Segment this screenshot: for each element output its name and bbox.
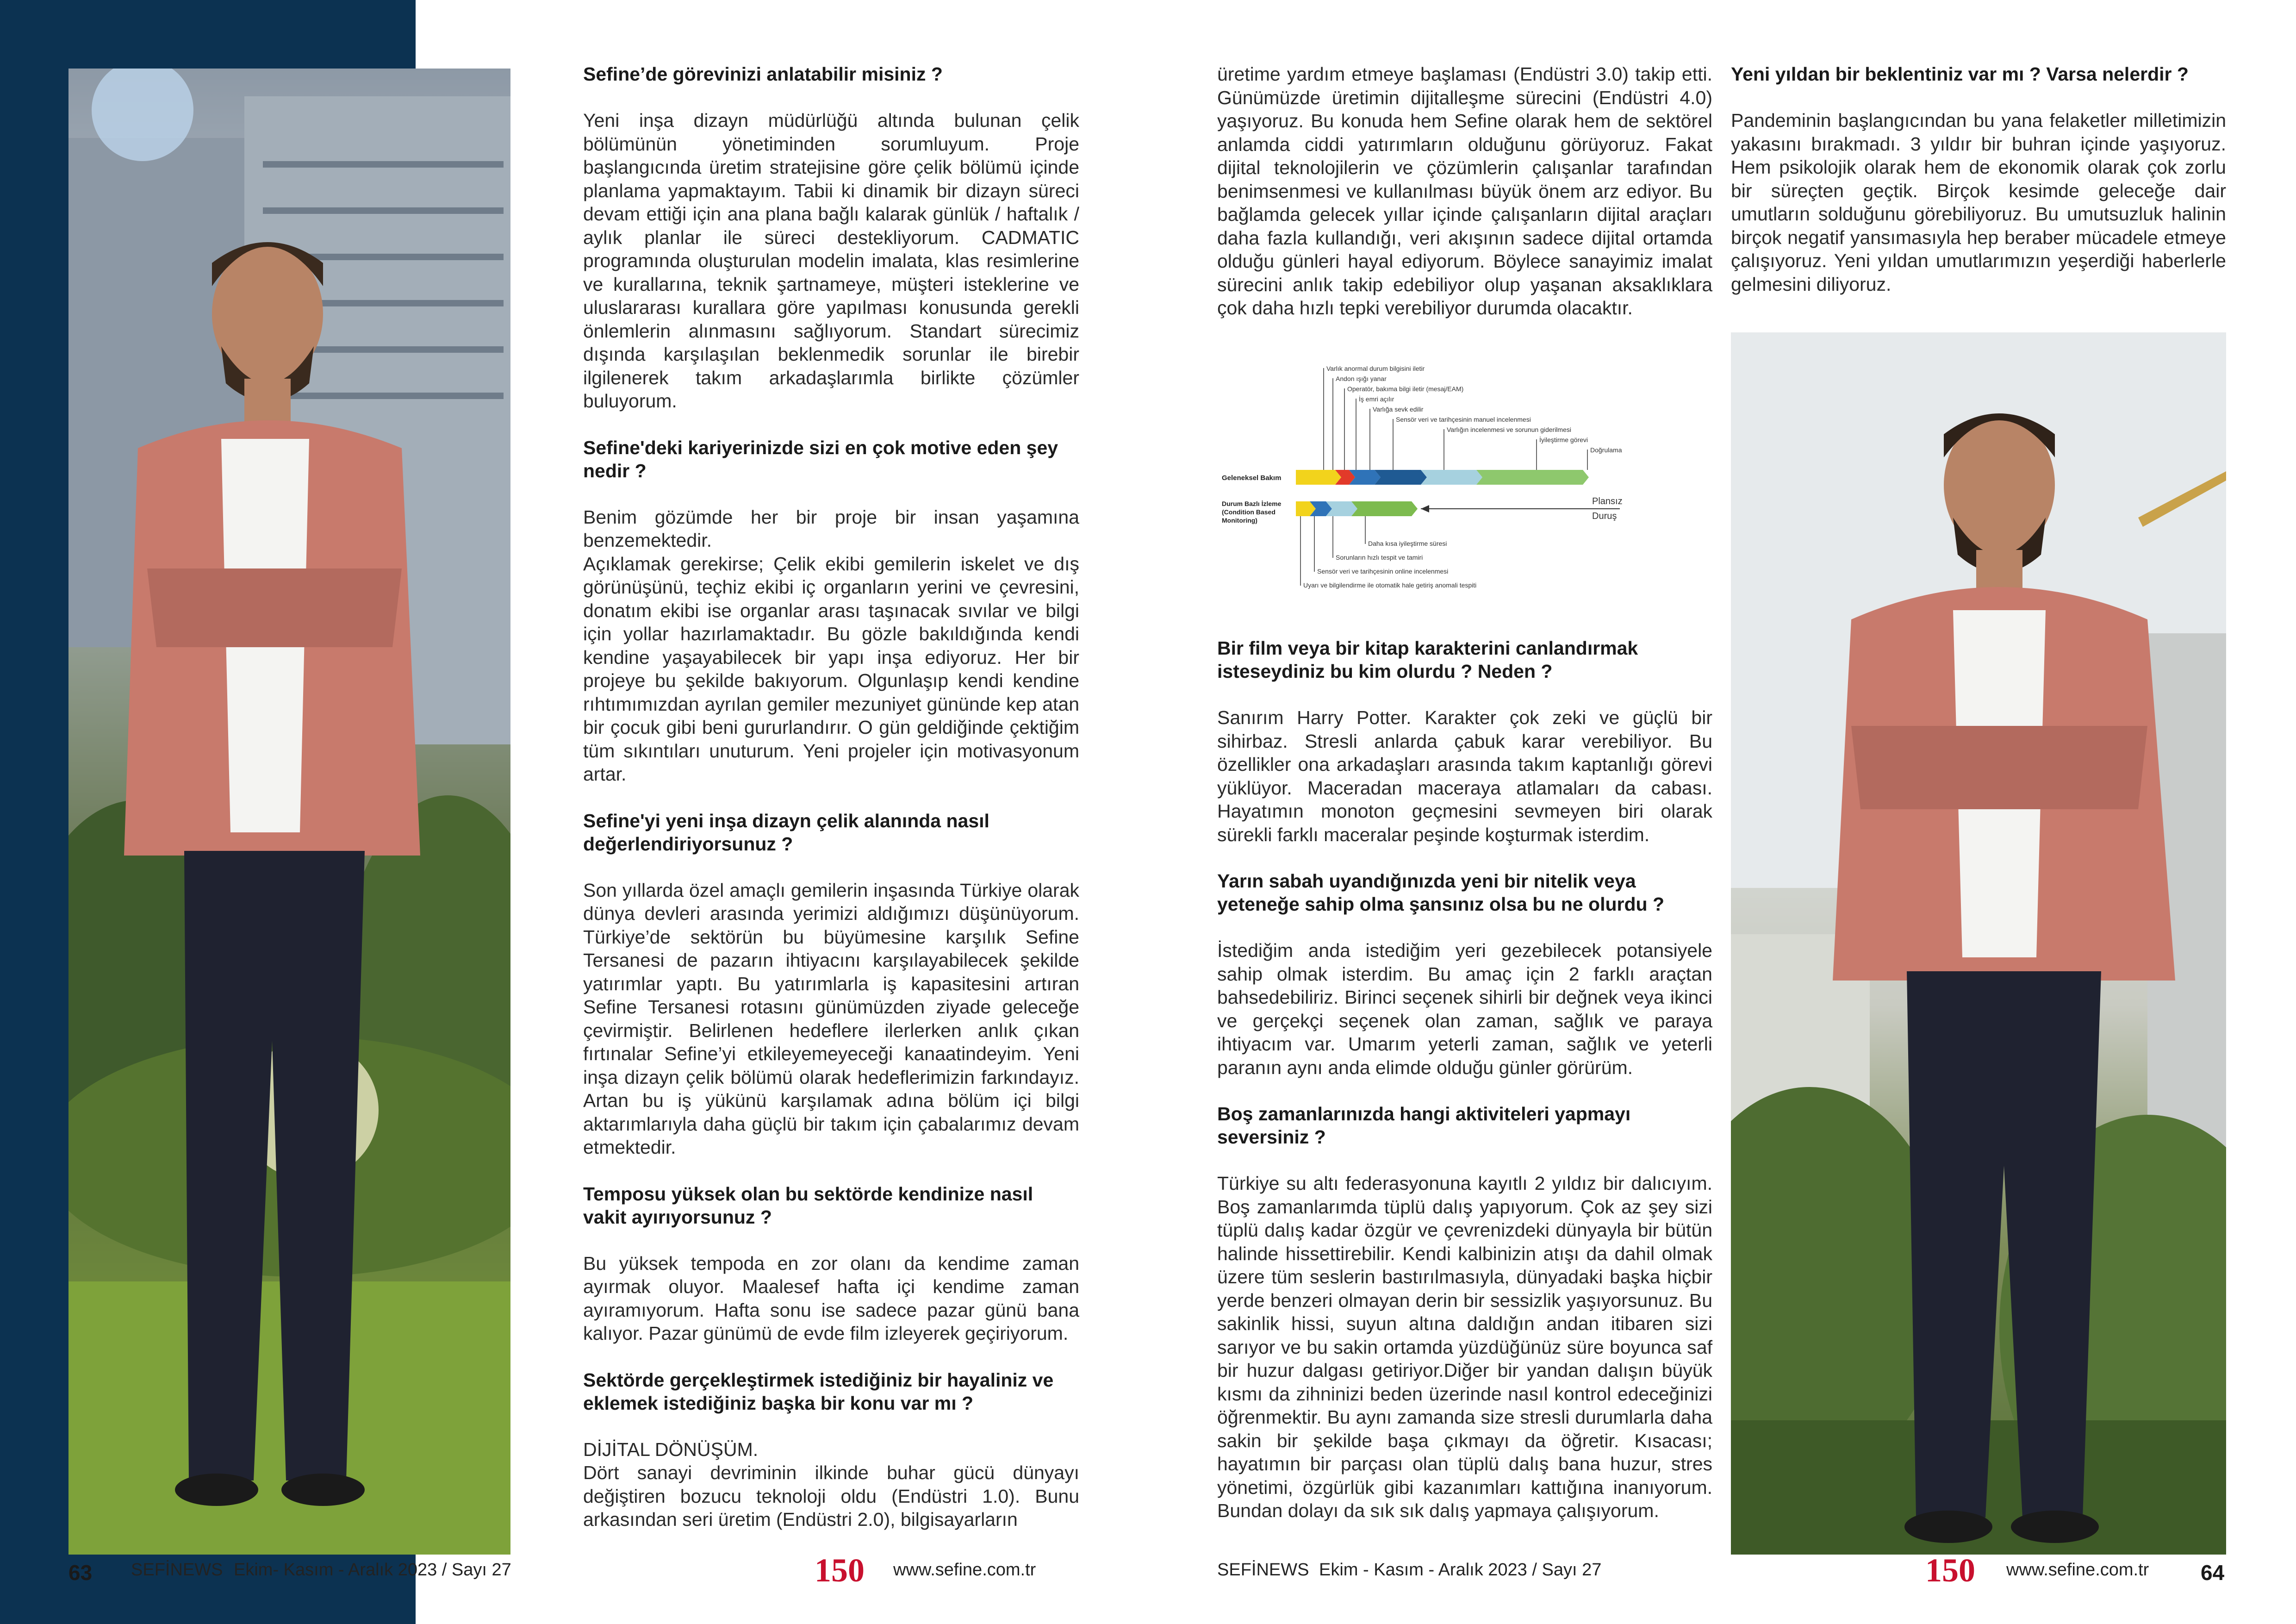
logo-150-left: [815, 1552, 889, 1591]
page-number-right: 64: [2201, 1561, 2225, 1585]
question-1: Sefine’de görevinizi anlatabilir misiniz ?: [583, 63, 943, 85]
answer-1: Yeni inşa dizayn müdürlüğü altında bulunan çelik bölümünün yönetiminden sorumluyum. Proje başlangıcında üretim stratejisine göre çelik bölümü içinde planlama yapmaktayım. Tabii ki dinamik bir dizayn süreci devam ettiği için ana plana bağlı kalarak günlük / haftalık / aylık planlar ile süreci destekliyorum. CADMATIC programında oluşturulan modelin imalata, klas resimlerine ve kurallarına, teknik şartnameye, müşteri isteklerine ve uluslararası kurallara göre yapılması konusunda gerekli önlemlerin alınmasını sağlıyorum. Standart sürecimiz dışında karşılaşılan beklenmedik sorunlar ile birebir ilgilenerek takım arkadaşlarımla birlikte çözümler buluyorum.: [583, 110, 1079, 412]
answer-2b: Açıklamak gerekirse; Çelik ekibi gemilerin iskelet ve dış görünüşünü, teçhiz ekibi iç organların yerini ve çevresini, donatım ekibi ise organlar arası taşınacak sıvılar ve bilgi için yollar hazırlamaktadır. Bu gözle bakıldığında kendi kendine yaşayabilecek bir yapı inşa ediyoruz. Her bir projeye bu şekilde bakıyorum. Olgunlaşıp kendi kendine rıhtımımızdan ayrılan gemiler mezuniyet gününde kep atan bir çocuk gibi beni gururlandırır. O gün geldiğinde çektiğim tüm sıkıntıları unuturum. Yeni projeler için motivasyonum artar.: [583, 553, 1079, 785]
question-3: Sefine'yi yeni inşa dizayn çelik alanında nasıl değerlendiriyorsunuz ?: [583, 810, 989, 855]
logo-150-text-left: 150: [815, 1552, 865, 1589]
question-5: Sektörde gerçekleştirmek istediğiniz bir hayaliniz ve eklemek istediğiniz başka bir konu var mı ?: [583, 1369, 1054, 1414]
text-column-3: [1731, 62, 2226, 319]
footer-magazine-left: SEFİNEWS: [131, 1560, 223, 1580]
row2-label-1: Durum Bazlı İzleme: [1222, 500, 1282, 507]
diagram-bottom-label-4: Uyarı ve bilgilendirme ile otomatik hale getiriş anomali tespiti: [1303, 581, 1477, 589]
condition-based-monitoring-bar: [1296, 501, 1418, 516]
answer-5a: DİJİTAL DÖNÜŞÜM.: [583, 1438, 759, 1460]
traditional-maintenance-bar: [1296, 470, 1589, 485]
diagram-label-7: Varlığın incelenmesi ve sorunun giderilmesi: [1447, 426, 1571, 433]
question-8: Boş zamanlarınızda hangi aktiviteleri yapmayı seversiniz ?: [1217, 1103, 1631, 1148]
photo-illustration-right: [1731, 332, 2226, 1555]
diagram-bottom-label-2: Sorunların hızlı tespit ve tamiri: [1336, 554, 1423, 561]
arrow-label-bottom: Duruş: [1592, 511, 1617, 521]
question-4: Temposu yüksek olan bu sektörde kendinize nasıl vakit ayırıyorsunuz ?: [583, 1183, 1033, 1228]
arrow-label-top: Plansız: [1592, 496, 1623, 506]
diagram-svg: [1217, 359, 1712, 600]
row2-label-2: (Condition Based: [1222, 508, 1276, 516]
diagram-label-1: Varlık anormal durum bilgisini iletir: [1326, 365, 1425, 372]
answer-7: İstediğim anda istediğim yeri gezebilecek potansiyele sahip olmak isterdim. Bu amaç için 2 farklı araçtan bahsedebiliriz. Birinci seçenek sihirli bir değnek veya ikinci ve gerçekçi seçenek olan zaman, sağlık ve paraya ihtiyacım var. Umarım yeterli zaman, sağlık ve yeterli paranın aynı anda elimde olduğu günler görürüm.: [1217, 940, 1712, 1078]
portrait-photo-right: [1731, 332, 2226, 1555]
text-column-2-lower: [1217, 637, 1712, 1546]
diagram-label-5: Varlığa sevk edilir: [1373, 406, 1424, 413]
question-2: Sefine'deki kariyerinizde sizi en çok motive eden şey nedir ?: [583, 437, 1058, 481]
diagram-label-4: İş emri açılır: [1359, 395, 1394, 403]
answer-6: Sanırım Harry Potter. Karakter çok zeki ve güçlü bir sihirbaz. Stresli anlarda çabuk karar verebiliyor. Bu özellikler ona arkadaşları arasında takım kaptanlığı görevi yüklüyor. Maceradan maceraya atlamaları da cabası. Hayatımın monoton geçmesini sevmeyen biri olarak sürekli farklı maceralar peşinde koşturmak isterdim.: [1217, 707, 1712, 845]
photo-illustration-left: [68, 69, 510, 1555]
maintenance-comparison-diagram: [1217, 359, 1712, 600]
portrait-photo-left: [68, 69, 510, 1555]
footer-web-right[interactable]: www.sefine.com.tr: [2006, 1560, 2149, 1580]
answer-5b: Dört sanayi devriminin ilkinde buhar gücü dünyayı değiştiren bozucu teknoloji oldu (Endüstri 1.0). Bunu arkasından seri üretim (Endüstri 2.0), bilgisayarların: [583, 1462, 1079, 1530]
diagram-label-3: Operatör, bakıma bilgi iletir (mesaj/EAM): [1347, 385, 1464, 393]
row2-label-3: Monitoring): [1222, 517, 1257, 524]
footer-magazine-right: SEFİNEWS: [1217, 1560, 1309, 1580]
question-6: Bir film veya bir kitap karakterini canlandırmak isteseydiniz bu kim olurdu ? Neden ?: [1217, 637, 1638, 682]
row1-label: Geleneksel Bakım: [1222, 474, 1282, 482]
diagram-label-2: Andon ışığı yanar: [1336, 375, 1387, 382]
logo-150-right: [1925, 1552, 1999, 1591]
answer-9: Pandeminin başlangıcından bu yana felaketler milletimizin yakasını bırakmadı. 3 yıldır bir buhran içinde yaşıyoruz. Hem psikolojik olarak hem de ekonomik olarak çok zorlu bir süreçten geçtik. Birçok kesimde geleceğe dair umutların solduğunu görebiliyoruz. Bu umutsuzluk halinin birçok negatif yansımasıyla hep beraber mücadele etmeye çalışıyoruz. Yeni yıldan umutlarımızın yeşerdiği haberlerle gelmesini diliyoruz.: [1731, 110, 2226, 295]
text-column-1: [583, 62, 1079, 1555]
answer-2a: Benim gözümde her bir proje bir insan yaşamına benzemektedir.: [583, 506, 1079, 551]
diagram-bottom-label-1: Daha kısa iyileştirme süresi: [1368, 540, 1447, 547]
page-number-left: 63: [68, 1561, 93, 1585]
continued-paragraph: üretime yardım etmeye başlaması (Endüstri 3.0) takip etti. Günümüzde üretimin dijitalleşme sürecini (Endüstri 4.0) yaşıyoruz. Bu konuda hem Sefine olarak hem de sektörel anlamda ciddi yatırımların olduğunu görüyoruz. Fakat dijital teknolojilerin ve çözümlerin çalışanlar tarafından benimsenmesi ve kullanılması büyük önem arz ediyor. Bu bağlamda gelecek yıllar içinde çalışanların dijital araçları daha fazla kullandığı, veri akışının sadece dijital ortamda olduğu günleri hayal ediyorum. Böylece sanayimiz imalat sürecini anlık takip edebiliyor olup yaşanan aksaklıklara çok daha hızlı tepki verebiliyor durumda olacaktır.: [1217, 63, 1712, 319]
answer-8: Türkiye su altı federasyonuna kayıtlı 2 yıldız bir dalıcıyım. Boş zamanlarımda tüplü dalış yapıyorum. Çok az şey sizi tüplü dalış kadar özgür ve çevrenizdeki dünyayla bir bütün halinde hissettirebilir. Kendi kalbinizin atışı da dahil olmak üzere tüm seslerin bastırılmasıyla, dünyadaki başka hiçbir yerde benzeri olmayan derin bir sessizlik yaşıyorsunuz. Bu sakinlik hissi, suyun altına daldığın andan itibaren sizi sarıyor ve bu sakin ortamda yüzdüğünüz süre boyunca saf bir huzur dalgası getiriyor.Diğer bir yandan dalışın büyük kısmı da zihninizi beden üzerinde nasıl kontrol edeceğinizi öğrenmektir. Bu aynı zamanda size stresli durumlarla daha sakin bir şekilde başa çıkmayı da öğretir. Kısacası; hayatımın bir parçası olan tüplü dalış bana huzur, stres yönetimi, özgürlük gibi kazanımları kattığına inanıyorum. Bundan dolayı da sık sık dalış yapmaya çalışıyorum.: [1217, 1173, 1712, 1521]
answer-3: Son yıllarda özel amaçlı gemilerin inşasında Türkiye olarak dünya devleri arasında yerimizi aldığımızı düşünüyorum. Türkiye’de sektörün bu büyümesine karşılık Sefine Tersanesi de pazarın ihtiyacını karşılayabilecek şekilde yatırımlar yaptı. Bu yatırımlarla iş kapasitesini artıran Sefine Tersanesi rotasını günümüzden ziyade geleceğe çevirmiştir. Belirlenen hedeflere ilerlerken anlık çıkan fırtınalar Sefine’yi etkileyemeyeceği kanaatindeyim. Yeni inşa dizayn çelik bölümü olarak hedeflerimizin farkındayız. Artan bu iş yükünü karşılamak adına bölüm içi bilgi aktarımlarıyla daha güçlü bir takım için çabalarımız devam etmektedir.: [583, 879, 1079, 1158]
diagram-label-6: Sensör veri ve tarihçesinin manuel incelenmesi: [1396, 416, 1531, 423]
question-7: Yarın sabah uyandığınızda yeni bir nitelik veya yeteneğe sahip olma şansınız olsa bu ne olurdu ?: [1217, 870, 1664, 915]
diagram-label-9: Doğrulama: [1590, 446, 1622, 454]
answer-4: Bu yüksek tempoda en zor olanı da kendime zaman ayırmak oluyor. Maalesef hafta içi kendime zaman ayıramıyorum. Hafta sonu ise sadece pazar günü bana kalıyor. Pazar günümü de evde film izleyerek geçiriyorum.: [583, 1252, 1079, 1344]
logo-150-text-right: 150: [1925, 1552, 1975, 1589]
footer-web-left[interactable]: www.sefine.com.tr: [893, 1560, 1036, 1580]
footer-issue-left: Ekim- Kasım - Aralık 2023 / Sayı 27: [234, 1560, 511, 1580]
diagram-label-8: İyileştirme görevi: [1539, 436, 1588, 443]
diagram-bottom-label-3: Sensör veri ve tarihçesinin online incelenmesi: [1317, 568, 1449, 575]
footer-issue-right: Ekim - Kasım - Aralık 2023 / Sayı 27: [1319, 1560, 1602, 1580]
question-9: Yeni yıldan bir beklentiniz var mı ? Varsa nelerdir ?: [1731, 63, 2189, 85]
